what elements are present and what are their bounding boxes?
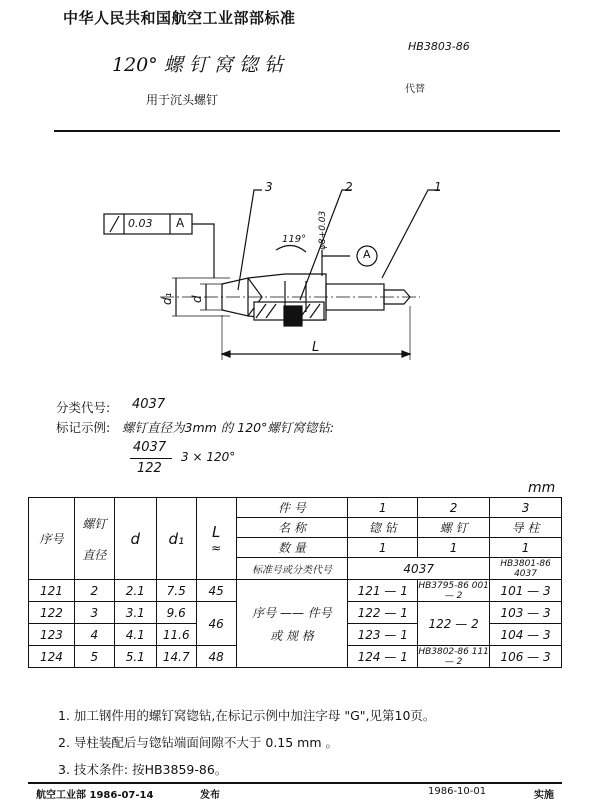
tolerance-leader [192,224,214,278]
row-p1: 124 — 1 [348,646,418,668]
row-d1: 9.6 [156,602,196,624]
document-title: 120° 螺 钉 窝 锪 钻 [112,54,283,76]
col-d1-header: d₁ [156,498,196,580]
example-text: 螺钉直径为3mm 的 120°螺钉窝锪钻: [122,420,335,435]
qty-2: 1 [418,538,490,558]
qty-3: 1 [490,538,562,558]
example-label: 标记示例: [56,420,111,435]
footer-effective-date: 1986-10-01 [428,786,487,797]
row-dia: 2 [74,580,114,602]
technical-drawing [0,160,600,400]
callout-2: 2 [345,180,353,194]
col-seq-header: 序号 [29,498,75,580]
classification-code: 4037 [132,397,166,412]
footer-effective: 实施 [534,790,554,801]
callout-3: 3 [265,180,273,194]
diameter-label: φ8+0.03 [318,210,328,250]
name-3: 导 柱 [490,518,562,538]
footer-rule [28,782,562,784]
col-L-header: L ≈ [196,498,236,580]
qty-1: 1 [348,538,418,558]
footer-issuer: 航空工业部 1986-07-14 [36,790,154,801]
spec-label: 序号 —— 件号 或 规 格 [236,580,348,668]
document-subtitle: 用于沉头螺钉 [146,93,219,107]
header-rule [54,130,560,132]
row-p2: HB3795-86 001 — 2 [418,580,489,601]
row-seq: 122 [29,602,75,624]
std-label: 标准号或分类代号 [236,558,348,580]
unit-label: mm [528,480,556,496]
part-no-3: 3 [490,498,562,518]
spec-table [28,497,562,668]
angle-arc [276,245,306,252]
note-item: 3. 技术条件: 按HB3859-86。 [58,762,228,777]
leader-line-3 [238,190,262,290]
note-item: 2. 导柱装配后与锪钻端面间隙不大于 0.15 mm 。 [58,735,339,750]
row-L: 45 [196,580,236,602]
row-dia: 4 [74,624,114,646]
row-d: 4.1 [114,624,156,646]
row-d: 5.1 [114,646,156,668]
tolerance-datum: A [176,216,185,230]
d-label: d [190,295,204,303]
L-label: L [312,340,320,355]
tolerance-value: 0.03 [128,217,153,230]
leader-line-1 [382,190,440,278]
row-d1: 7.5 [156,580,196,602]
mark-suffix: 3 × 120° [181,450,236,464]
tolerance-slash [110,216,119,232]
row-d1: 14.7 [156,646,196,668]
row-seq: 123 [29,624,75,646]
name-2: 螺 钉 [418,518,490,538]
mark-denominator: 122 [137,461,162,476]
row-L: 46 [196,602,236,646]
screw [284,306,302,326]
datum-label: A [363,248,371,261]
std-3: HB3801-86 4037 [490,558,562,580]
standard-number: HB3803-86 [408,40,470,53]
col-d-header: d [114,498,156,580]
col-screw-header: 螺钉 直径 [74,498,114,580]
row-p2: 122 — 2 [418,602,490,646]
d1-label: d₁ [160,292,174,305]
row-d1: 11.6 [156,624,196,646]
row-d: 2.1 [114,580,156,602]
row-p1: 122 — 1 [348,602,418,624]
classification-label: 分类代号: [56,400,111,415]
row-d: 3.1 [114,602,156,624]
part-no-2: 2 [418,498,490,518]
qty-label: 数 量 [236,538,348,558]
name-label: 名 称 [236,518,348,538]
footer-issued: 发布 [200,790,220,801]
row-seq: 124 [29,646,75,668]
note-item: 1. 加工钢件用的螺钉窝锪钻,在标记示例中加注字母 "G",见第10页。 [58,708,436,723]
row-dia: 5 [74,646,114,668]
part-no-1: 1 [348,498,418,518]
row-p2: HB3802-86 111 — 2 [418,646,489,667]
row-seq: 121 [29,580,75,602]
std-combined: 4037 [348,558,490,580]
row-p3: 103 — 3 [490,602,562,624]
row-dia: 3 [74,602,114,624]
callout-1: 1 [434,180,442,194]
row-p3: 106 — 3 [490,646,562,668]
mark-fraction-line [130,458,172,459]
name-1: 锪 钻 [348,518,418,538]
part-no-label: 件 号 [236,498,348,518]
row-p3: 101 — 3 [490,580,562,602]
row-p3: 104 — 3 [490,624,562,646]
row-p1: 121 — 1 [348,580,418,602]
row-L: 48 [196,646,236,668]
row-p1: 123 — 1 [348,624,418,646]
notes [58,706,435,787]
org-name: 中华人民共和国航空工业部部标准 [63,9,296,27]
replace-label: 代替 [405,84,425,95]
angle-label: 119° [282,234,307,245]
mark-numerator: 4037 [133,440,167,455]
